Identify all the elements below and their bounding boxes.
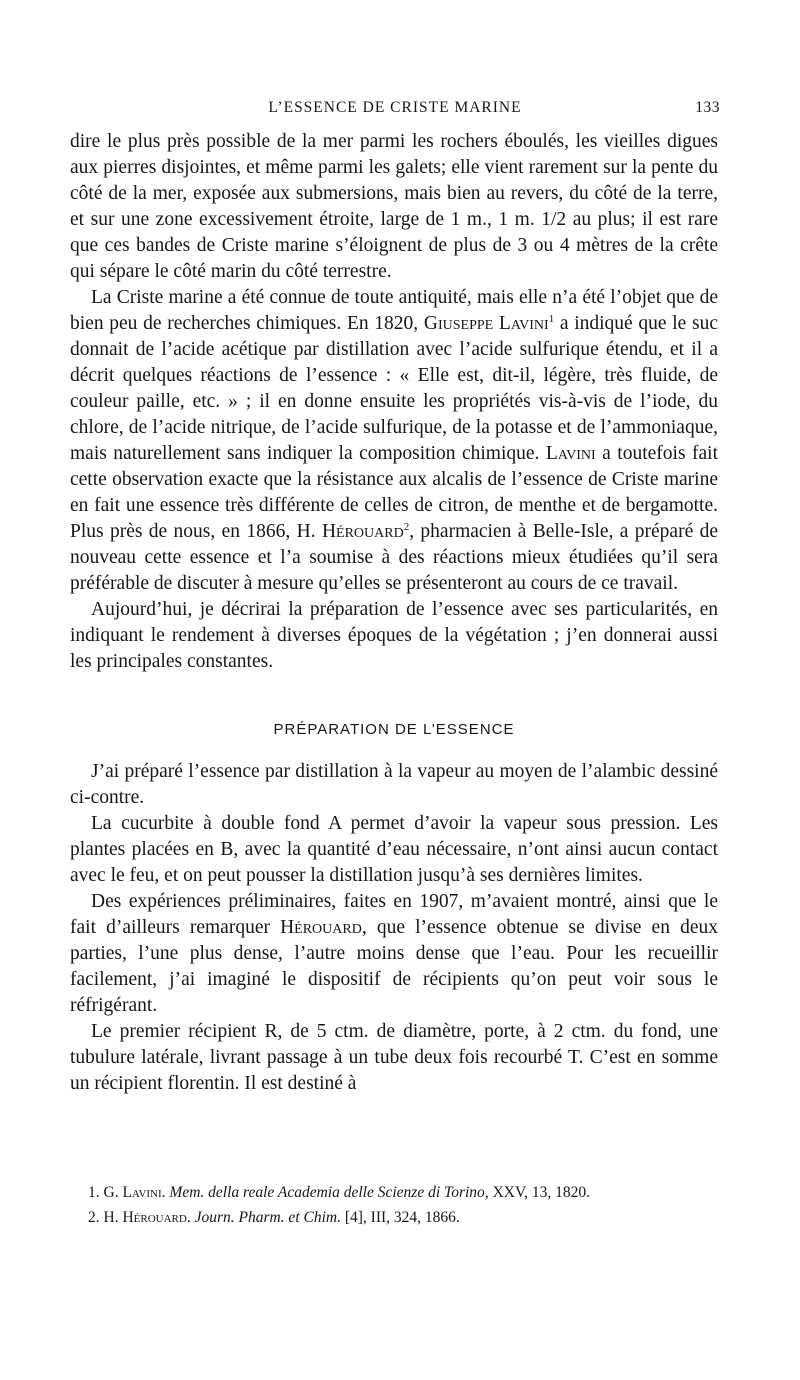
- footnote-source-title: Mem. della reale Academia delle Scienze di Torino: [169, 1184, 485, 1201]
- running-head-title: L’ESSENCE DE CRISTE MARINE: [268, 99, 522, 116]
- footnote-after-author: .: [186, 1209, 191, 1226]
- footnote-author-initial: G.: [103, 1184, 119, 1201]
- body-text: [70, 129, 718, 1097]
- author-name-herouard: Hérouard: [321, 521, 404, 542]
- section-heading: PRÉPARATION DE L’ESSENCE: [273, 721, 515, 738]
- running-head: [70, 99, 720, 121]
- paragraph-2-text-b: a indiqué que le suc donnait de l’acide acétique par distillation avec l’acide sulfurique étendu, et il a décrit quelques réactions de l’essence : « Elle est, dit-il, légère, très fluide, de couleur paille, etc. » ; il en donne ensuite les propriétés vis-à-vis de l’iode, du chlore, de l’acide nitrique, de l’acide sulfurique, de la potasse et de l’ammoniaque, mais naturellement sans indiquer la composition chimique.: [70, 313, 719, 464]
- author-name-giuseppe: Giuseppe: [423, 313, 494, 334]
- paragraph-6-text-b: , que l’essence obtenue se divise en deux parties, l’une plus dense, l’autre moins dense que l’eau. Pour les recueillir facilement, j’ai imaginé le dispositif de récipients qu’on peut voir sous le réfrigérant.: [70, 917, 718, 1016]
- paragraph-5: La cucurbite à double fond A permet d’avoir la vapeur sous pression. Les plantes placées en B, avec la quantité d’eau nécessaire, n’ont ainsi aucun contact avec le feu, et on peut pousser la distillation jusqu’à ses dernières limites.: [70, 813, 718, 886]
- footnote-number: 2.: [88, 1209, 100, 1226]
- author-name-lavini-2: Lavini: [545, 443, 596, 464]
- paragraph-6-text-a: Des expériences préliminaires, faites en 1907, m’avaient montré, ainsi que le fait d’ailleurs remarquer: [70, 891, 718, 938]
- author-name-lavini: Lavini: [498, 313, 549, 334]
- page-number: 133: [695, 99, 720, 116]
- paragraph-6: [70, 889, 718, 1019]
- footnote-ref-2: 2: [403, 521, 410, 533]
- footnote-number: 1.: [88, 1184, 100, 1201]
- footnote-source-title: Journ. Pharm. et Chim.: [194, 1209, 341, 1226]
- author-name-herouard-2: Hérouard: [280, 917, 362, 938]
- paragraph-2-text-a: La Criste marine a été connue de toute antiquité, mais elle n’a été l’objet que de bien peu de recherches chimiques. En 1820,: [70, 287, 718, 334]
- paragraph-2-text-d: , pharmacien à Belle-Isle, a préparé de nouveau cette essence et l’a soumise à des réactions mieux étudiées qu’il sera préférable de discuter à mesure qu’elles se présenteront au cours de ce travail.: [70, 521, 718, 594]
- paragraph-1: dire le plus près possible de la mer parmi les rochers éboulés, les vieilles digues aux pierres disjointes, et même parmi les galets; elle vient rarement sur la pente du côté de la mer, exposée aux submersions, mais bien au revers, du côté de la terre, et sur une zone excessivement étroite, large de 1 m., 1 m. 1/2 au plus; il est rare que ces bandes de Criste marine s’éloignent de plus de 3 ou 4 mètres de la crête qui sépare le côté marin du côté terrestre.: [70, 131, 718, 282]
- footnote-ref-1: 1: [548, 313, 555, 325]
- paragraph-2-text-c: a toutefois fait cette observation exacte que la résistance aux alcalis de l’essence de Criste marine en fait une essence très différente de celles de citron, de menthe et de bergamotte. Plus près de nous, en 1866, H.: [70, 443, 718, 542]
- footnote-after-author: .: [161, 1184, 166, 1201]
- paragraph-4: J’ai préparé l’essence par distillation à la vapeur au moyen de l’alambic dessiné ci-contre.: [70, 761, 718, 808]
- footnote-source-details: , XXV, 13, 1820.: [484, 1184, 591, 1201]
- footnotes: [88, 1180, 728, 1230]
- footnote-author-name: Lavini: [122, 1184, 162, 1201]
- footnote-2: [88, 1205, 728, 1230]
- footnote-author-name: Hérouard: [122, 1209, 187, 1226]
- footnote-author-initial: H.: [103, 1209, 119, 1226]
- paragraph-3: Aujourd’hui, je décrirai la préparation de l’essence avec ses particularités, en indiquant le rendement à diverses époques de la végétation ; j’en donnerai aussi les principales constantes.: [70, 599, 718, 672]
- paragraph-2: [70, 285, 718, 597]
- paragraph-7: Le premier récipient R, de 5 ctm. de diamètre, porte, à 2 ctm. du fond, une tubulure latérale, livrant passage à un tube deux fois recourbé T. C’est en somme un récipient florentin. Il est destiné à: [70, 1021, 718, 1094]
- footnote-1: [88, 1180, 728, 1205]
- footnote-source-details: [4], III, 324, 1866.: [340, 1209, 460, 1226]
